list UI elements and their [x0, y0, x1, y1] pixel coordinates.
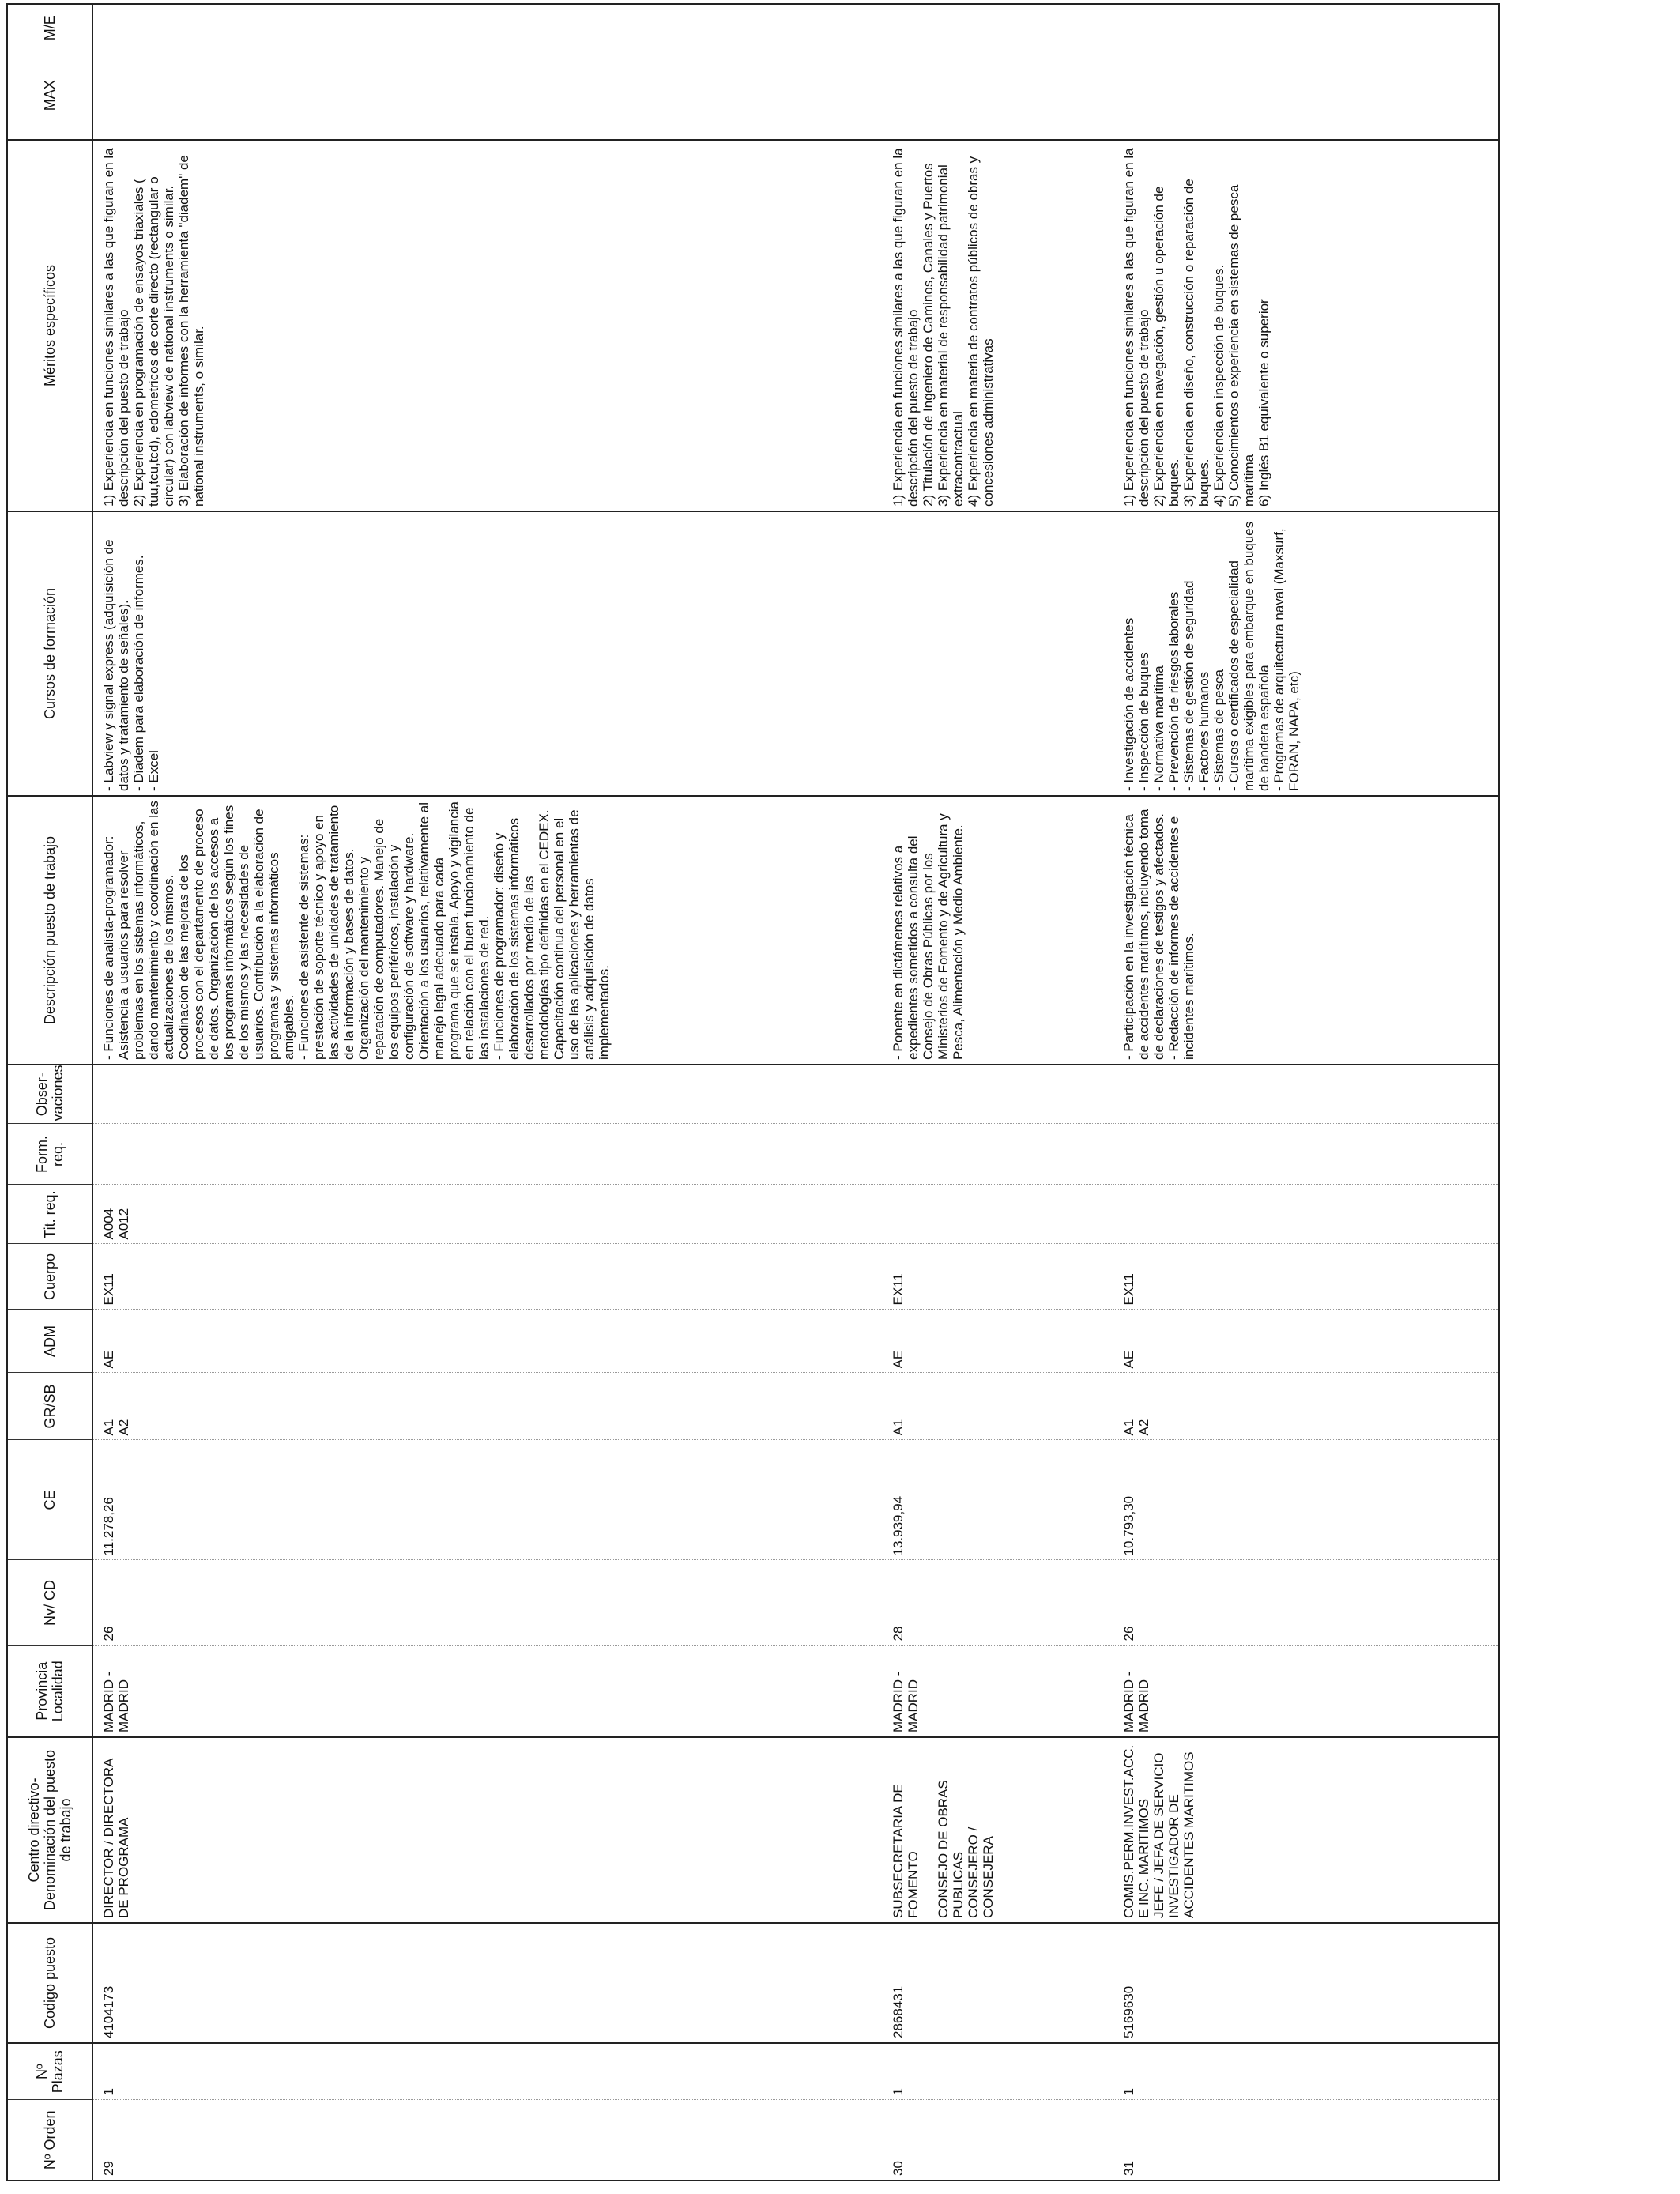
cell-max [1113, 51, 1499, 140]
cell-grupo: A1 A2 [1113, 1373, 1499, 1440]
cell-max [883, 51, 1113, 140]
cell-nivel: 26 [92, 1560, 883, 1646]
header-meritos: Méritos específicos [7, 140, 92, 511]
cell-nivel: 26 [1113, 1560, 1499, 1646]
cell-adm: AE [1113, 1310, 1499, 1373]
cell-meritos: 1) Experiencia en funciones similares a las que figuran en la descripción del puesto de trabajo 2) Titulación de Ingeniero de Caminos, Canales y Puertos 3) Experiencia en material de responsabilidad patrimonial extracontractual 4) Experiencia en materia de contratos públicos de obras y concesiones administrativas [883, 140, 1113, 511]
header-nivel: Nv/ CD [7, 1560, 92, 1646]
cell-ce: 11.278,26 [92, 1440, 883, 1560]
cell-cuerpo: EX11 [92, 1244, 883, 1310]
header-provincia: Provincia Localidad [7, 1646, 92, 1737]
cell-plazas: 1 [92, 2043, 883, 2100]
cell-ce: 13.939,94 [883, 1440, 1113, 1560]
cell-codigo: 4104173 [92, 1923, 883, 2043]
cell-me [1113, 4, 1499, 51]
cell-max [92, 51, 883, 140]
header-plazas: Nº Plazas [7, 2043, 92, 2100]
cell-formacion [1113, 1124, 1499, 1185]
cell-codigo: 2868431 [883, 1923, 1113, 2043]
header-adm: ADM [7, 1310, 92, 1373]
header-max: MAX [7, 51, 92, 140]
cell-adm: AE [883, 1310, 1113, 1373]
denominacion-puesto: DIRECTOR / DIRECTORA DE PROGRAMA [101, 1759, 131, 1918]
cell-codigo: 5169630 [1113, 1923, 1499, 2043]
denominacion-puesto: JEFE / JEFA DE SERVICIO INVESTIGADOR DE ACCIDENTES MARITIMOS [1151, 1751, 1196, 1918]
header-ce: CE [7, 1440, 92, 1560]
header-centro: Centro directivo- Denominación del puesto de trabajo [7, 1737, 92, 1923]
cell-descripcion: - Ponente en dictámenes relativos a expedientes sometidos a consulta del Consejo de Obras Públicas por los Ministerios de Fomento y de Agricultura y Pesca, Alimentación y Medio Ambiente. [883, 796, 1113, 1065]
denominacion-puesto: CONSEJERO / CONSEJERA [966, 1826, 996, 1918]
cell-provincia: MADRID - MADRID [1113, 1646, 1499, 1737]
cell-observaciones [92, 1065, 883, 1124]
centro-directivo: SUBSECRETARIA DE FOMENTO CONSEJO DE OBRAS PUBLICAS [891, 1780, 966, 1918]
cell-formacion [883, 1124, 1113, 1185]
header-descripcion: Descripción puesto de trabajo [7, 796, 92, 1065]
cell-cursos: - Labview y signal express (adquisición de datos y tratamiento de señales). - Diadem para elaboración de informes. - Excel [92, 511, 883, 796]
cell-me [92, 4, 883, 51]
cell-cuerpo: EX11 [1113, 1244, 1499, 1310]
cell-nivel: 28 [883, 1560, 1113, 1646]
cell-ce: 10.793,30 [1113, 1440, 1499, 1560]
cell-grupo: A1 [883, 1373, 1113, 1440]
header-row [7, 4, 92, 2181]
cell-centro [1113, 1737, 1499, 1923]
cell-me [883, 4, 1113, 51]
cell-observaciones [1113, 1065, 1499, 1124]
table-row [92, 4, 883, 2181]
table-row [883, 4, 1113, 2181]
header-cuerpo: Cuerpo [7, 1244, 92, 1310]
cell-titulacion: A004 A012 [92, 1185, 883, 1244]
cell-formacion [92, 1124, 883, 1185]
header-codigo: Codigo puesto [7, 1923, 92, 2043]
cell-orden: 30 [883, 2100, 1113, 2181]
cell-grupo: A1 A2 [92, 1373, 883, 1440]
centro-directivo: COMIS.PERM.INVEST.ACC. E INC. MARITIMOS [1121, 1744, 1151, 1918]
cell-titulacion [1113, 1185, 1499, 1244]
cell-cuerpo: EX11 [883, 1244, 1113, 1310]
header-grupo: GR/SB [7, 1373, 92, 1440]
header-formacion: Form. req. [7, 1124, 92, 1185]
cell-meritos: 1) Experiencia en funciones similares a las que figuran en la descripción del puesto de trabajo 2) Experiencia en navegación, gestión u operación de buques. 3) Experiencia en diseño, construcción o reparación de buques. 4) Experiencia en inspección de buques. 5) Conocimientos o experiencia en sistemas de pesca marítima 6) Inglés B1 equivalente o superior [1113, 140, 1499, 511]
cell-cursos: - Investigación de accidentes - Inspección de buques - Normativa marítima - Prevención de riesgos laborales - Sistemas de gestión de seguridad - Factores humanos - Sistemas de pesca - Cursos o certificados de especialidad marítima exigibles para embarque en buques de bandera española - Programas de arquitectura naval (Maxsurf, FORAN, NAPA, etc) [1113, 511, 1499, 796]
cell-orden: 29 [92, 2100, 883, 2181]
cell-provincia: MADRID - MADRID [883, 1646, 1113, 1737]
job-positions-table [6, 3, 1500, 2181]
cell-titulacion [883, 1185, 1113, 1244]
table-row [1113, 4, 1499, 2181]
header-cursos: Cursos de formación [7, 511, 92, 796]
header-titulacion: Tit. req. [7, 1185, 92, 1244]
cell-plazas: 1 [1113, 2043, 1499, 2100]
cell-centro [883, 1737, 1113, 1923]
cell-meritos: 1) Experiencia en funciones similares a las que figuran en la descripción del puesto de trabajo 2) Experiencia en programación de ensayos triaxiales ( tuu,tcu,tcd), edometricos de corte directo (rectangular o circular) con labview de national instruments o similar. 3) Elaboración de informes con la herramienta "diadem" de national instruments, o similar. [92, 140, 883, 511]
cell-provincia: MADRID - MADRID [92, 1646, 883, 1737]
header-me: M/E [7, 4, 92, 51]
cell-descripcion: - Participación en la investigación técnica de accidentes marítimos, incluyendo toma de declaraciones de testigos y afectados. - Redacción de informes de accidentes e incidentes marítimos. [1113, 796, 1499, 1065]
cell-descripcion: - Funciones de analista-programador: Asistencia a usuarios para resolver problemas en los sistemas informáticos, dando mantenimiento y coordinación en las actualizaciones de los mismos. Coodinación de las mejoras de los procesos con el departamento de proceso de datos. Organización de los accesos a los programas informáticos según los fines de los mismos y las necesidades de usuarios. Contribución a la elaboración de programas y sistemas informáticos amigables. - Funciones de asistente de sistemas: prestación de soporte técnico y apoyo en las actividades de unidades de tratamiento de la información y bases de datos. Organización del mantenimiento y reparación de computadores. Manejo de los equipos periféricos, instalación y configuración de software y hardware. Orientación a los usuarios, relativamente al manejo legal adecuado para cada programa que se instala. Apoyo y vigilancia en relación con el buen funcionamiento de las instalaciones de red. - Funciones de programador: diseño y elaboración de los sistemas informáticos desarrollados por medio de las metodologías tipo definidas en el CEDEX. Capacitación continua del personal en el uso de las aplicaciones y herramientas de análisis y adquisición de datos implementados. [92, 796, 883, 1065]
header-orden: Nº Orden [7, 2100, 92, 2181]
cell-cursos [883, 511, 1113, 796]
cell-centro [92, 1737, 883, 1923]
cell-plazas: 1 [883, 2043, 1113, 2100]
cell-adm: AE [92, 1310, 883, 1373]
cell-observaciones [883, 1065, 1113, 1124]
cell-orden: 31 [1113, 2100, 1499, 2181]
header-observaciones: Obser-vaciones [7, 1065, 92, 1124]
